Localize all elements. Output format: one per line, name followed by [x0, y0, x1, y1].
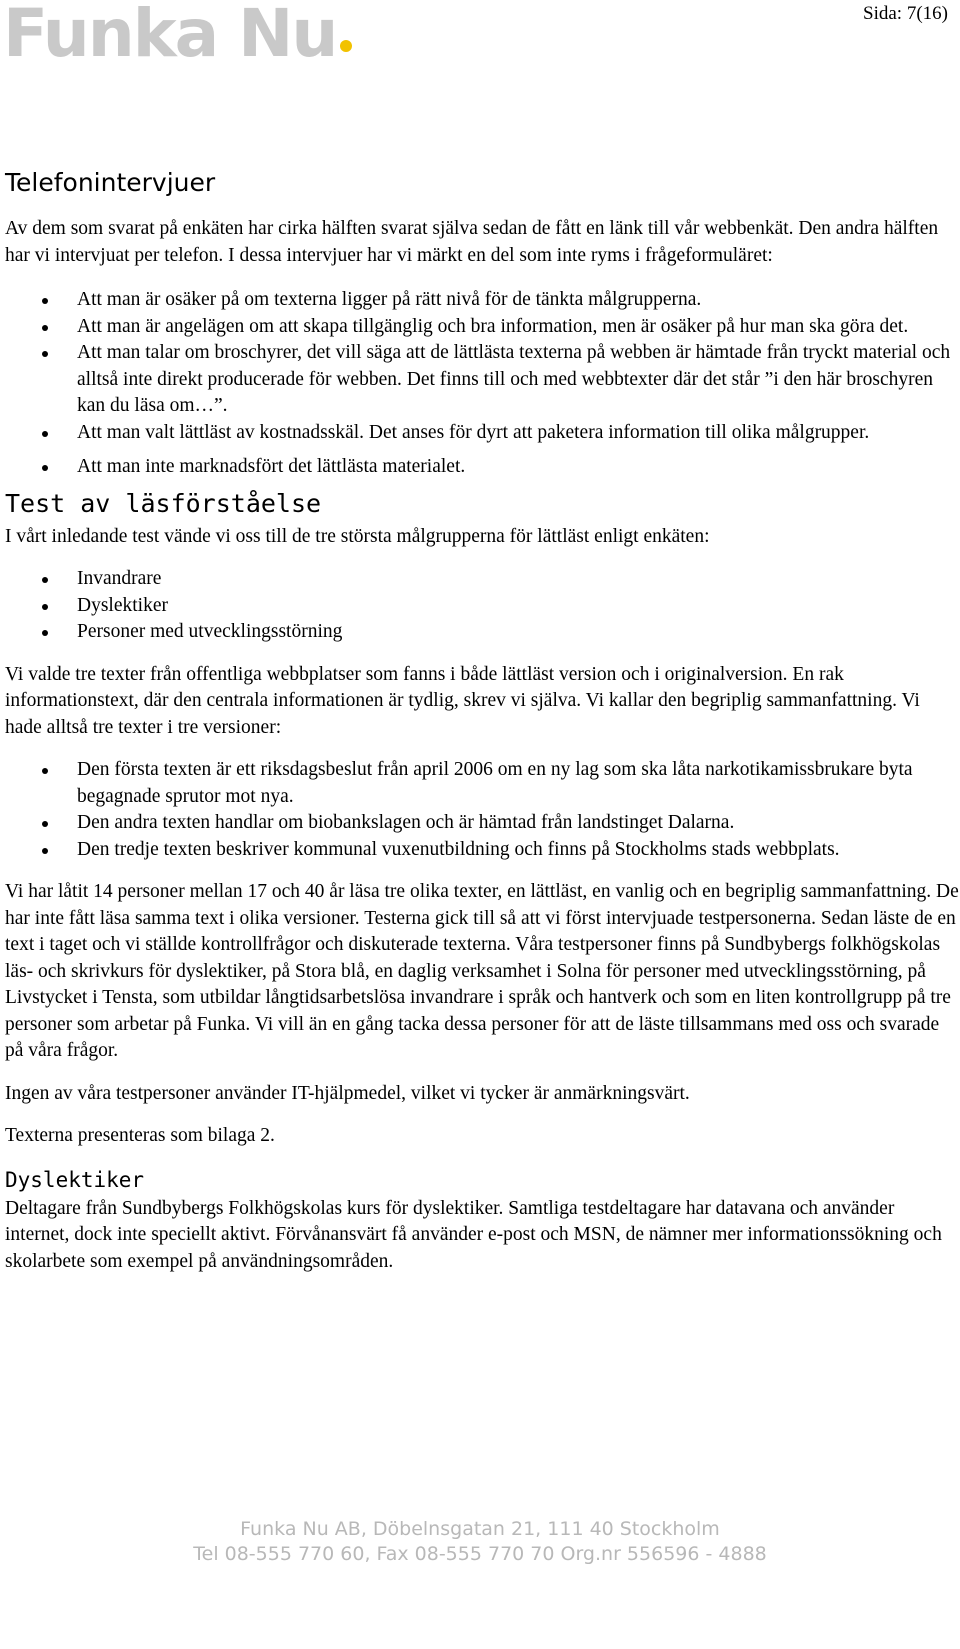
list-item-text: Att man talar om broschyrer, det vill säga att de lättlästa texterna på webben är hämtade från tryckt material och alltså inte direkt producerade för webben. Det finns till och med webbtexter där det står ”i den här broschyren kan du läsa om…”.: [77, 342, 951, 416]
list-item: [5, 287, 960, 314]
bullet-icon: [42, 604, 48, 610]
heading-dyslektiker: Dyslektiker: [5, 1167, 145, 1192]
telefon-findings-list: [5, 287, 960, 481]
target-groups-list: [5, 566, 960, 646]
appendix-paragraph: Texterna presenteras som bilaga 2.: [5, 1125, 275, 1146]
logo-wordmark: Funka Nu: [3, 0, 337, 72]
bullet-icon: [42, 768, 48, 774]
test-method-paragraph: Vi har låtit 14 personer mellan 17 och 40 år läsa tre olika texter, en lättläst, en vanlig och en begriplig sammanfattning. De har inte fått läsa samma text i olika versioner. Testerna gick till så att vi först intervjuade testpersonerna. Sedan läste de en text i taget och vi ställde kontrollfrågor och diskuterade texterna. Våra testpersoner finns på Sundbybergs folkhögskolas läs- och skrivkurs för dyslektiker, på Stora blå, en daglig verksamhet i Solna för personer med utvecklingsstörning, på Livstycket i Tensta, som utbildar långtidsarbetslösa invandrare i språk och hantverk och som en liten kontrollgrupp på tre personer som arbetar på Funka. Vi vill än en gång tacka dessa personer för att de läste tillsammans med oss och svarade på våra frågor.: [5, 881, 959, 1061]
bullet-icon: [42, 351, 48, 357]
list-item: [5, 314, 960, 341]
list-item: [5, 593, 960, 620]
page-content: [5, 168, 960, 1275]
bullet-icon: [42, 577, 48, 583]
list-item-text: Att man är osäker på om texterna ligger på rätt nivå för de tänkta målgrupperna.: [77, 289, 702, 310]
texts-selection-paragraph: Vi valde tre texter från offentliga webbplatser som fanns i både lättläst version och i originalversion. En rak informationstext, där den centrala informationen är tydlig, skrev vi själva. Vi kallar den begriplig sammanfattning. Vi hade alltså tre texter i tre versioner:: [5, 663, 920, 738]
list-item: [5, 566, 960, 593]
list-item-text: Personer med utvecklingsstörning: [77, 621, 343, 642]
bullet-icon: [42, 298, 48, 304]
footer-address: Funka Nu AB, Döbelnsgatan 21, 111 40 Stockholm: [240, 1518, 720, 1540]
list-item: [5, 619, 960, 646]
list-item-text: Att man är angelägen om att skapa tillgänglig och bra information, men är osäker på hur man ska göra det.: [77, 315, 909, 337]
logo-dot-icon: [340, 40, 352, 52]
list-item: [5, 340, 960, 420]
telefon-intro-paragraph: Av dem som svarat på enkäten har cirka hälften svarat själva sedan de fått en länk till vår webbenkät. Den andra hälften har vi intervjuat per telefon. I dessa intervjuer har vi märkt en del som inte ryms i frågeformuläret:: [5, 218, 939, 266]
footer-contact: Tel 08-555 770 60, Fax 08-555 770 70 Org.nr 556596 - 4888: [193, 1543, 767, 1565]
list-item: [5, 757, 960, 810]
list-item-text: Dyslektiker: [77, 594, 168, 616]
list-item: [5, 454, 960, 481]
list-item-text: Den tredje texten beskriver kommunal vuxenutbildning och finns på Stockholms stads webbplats.: [77, 838, 840, 860]
heading-test-av-lasforstaelse: Test av läsförståelse: [5, 488, 322, 518]
funka-logo: [3, 0, 352, 74]
list-item: [5, 837, 960, 864]
bullet-icon: [42, 431, 48, 437]
bullet-icon: [42, 821, 48, 827]
test-intro-paragraph: I vårt inledande test vände vi oss till de tre största målgrupperna för lättläst enligt enkäten:: [5, 525, 710, 547]
texts-list: [5, 757, 960, 863]
list-item-text: Att man valt lättläst av kostnadsskäl. Det anses för dyrt att paketera information till olika målgrupper.: [77, 421, 870, 443]
list-item: [5, 420, 960, 447]
list-item-text: Den andra texten handlar om biobankslagen och är hämtad från landstinget Dalarna.: [77, 812, 735, 833]
dyslektiker-paragraph: Deltagare från Sundbybergs Folkhögskolas kurs för dyslektiker. Samtliga testdeltagare har datavana och använder internet, dock inte speciellt aktivt. Förvånansvärt få använder e-post och MSN, de nämner mer informationssökning och skolarbete som exempel på användningsområden.: [5, 1197, 942, 1272]
heading-telefonintervjuer: Telefonintervjuer: [5, 168, 216, 197]
page-number: Sida: 7(16): [863, 3, 948, 24]
bullet-icon: [42, 465, 48, 471]
list-item: [5, 810, 960, 837]
it-aids-paragraph: Ingen av våra testpersoner använder IT-hjälpmedel, vilket vi tycker är anmärkningsvärt.: [5, 1082, 690, 1104]
bullet-icon: [42, 325, 48, 331]
list-item-text: Den första texten är ett riksdagsbeslut från april 2006 om en ny lag som ska låta narkotikamissbrukare byta begagnade sprutor mot nya.: [77, 759, 913, 807]
bullet-icon: [42, 630, 48, 636]
bullet-icon: [42, 848, 48, 854]
list-item-text: Att man inte marknadsfört det lättlästa materialet.: [77, 456, 466, 477]
list-item-text: Invandrare: [77, 568, 162, 589]
